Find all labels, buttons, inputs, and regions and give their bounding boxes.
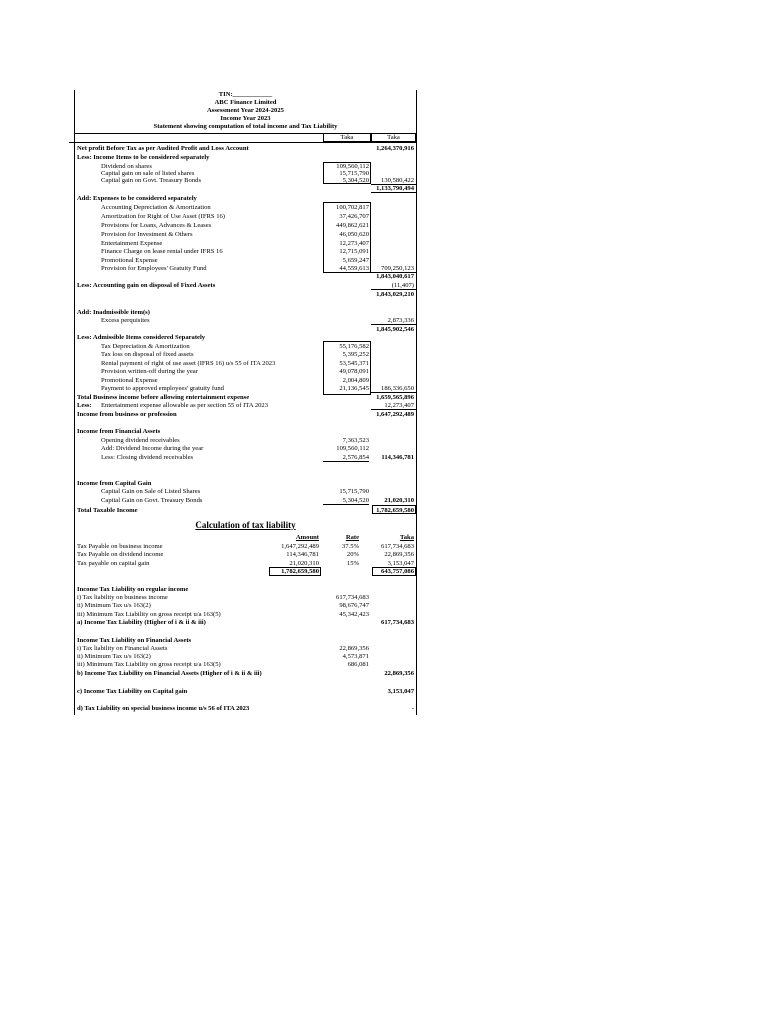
financial-tax-title: Income Tax Liability on Financial Assets xyxy=(77,637,192,644)
tax-total-row: 1,782,659,580 643,757,086 xyxy=(281,568,414,575)
col1-header: Taka xyxy=(340,134,354,141)
list-item: Less: Closing dividend receivables 2,576,854 114,346,781 xyxy=(101,454,414,461)
subtotal-row: 1,843,029,210 xyxy=(376,291,414,298)
header-bottom-rule xyxy=(69,142,416,143)
less-entertainment-row: Less: Entertainment expense allowable as per section 55 of ITA 2023 12,273,407 xyxy=(77,402,414,409)
col2-header: Taka xyxy=(387,134,400,141)
add-expenses-title: Add: Expenses to be considered separately xyxy=(77,195,197,202)
special-tax-row: d) Tax Liability on special business income u/s 56 of ITA 2023 - xyxy=(77,705,414,712)
table-row: Tax Payable on business income 1,647,292,489 37.5% 617,734,683 xyxy=(77,543,414,550)
list-item: ii) Minimum Tax u/s 163(2) 98,676,747 xyxy=(77,602,369,609)
less-gain-row: Less: Accounting gain on disposal of Fixed Assets (11,407) xyxy=(77,282,414,289)
regular-title: Income Tax Liability on regular income xyxy=(77,586,189,593)
subtotal-row: 1,133,790,494 xyxy=(376,185,414,192)
list-item: Provision for Employees' Gratuity Fund 44,559,613 709,250,123 xyxy=(101,265,414,272)
list-item: ii) Minimum Tax u/s 163(2) 4,573,871 xyxy=(77,653,369,660)
list-item: Provision for Investment & Others 46,050,620 xyxy=(101,231,369,238)
rule xyxy=(323,461,369,462)
list-item: Opening dividend receivables 7,363,523 xyxy=(101,437,369,444)
list-item: iii) Minimum Tax Liability on gross receipt u/a 163(5) 45,342,423 xyxy=(77,611,369,618)
list-item: Capital Gain on Sale of Listed Shares 15,715,790 xyxy=(101,488,369,495)
rule xyxy=(323,504,369,505)
statement-title: Statement showing computation of total income and Tax Liability xyxy=(153,123,338,130)
assessment-year: Assessment Year 2024-2025 xyxy=(207,107,284,114)
rule xyxy=(371,192,416,193)
list-item: Capital Gain on Govt. Treasury Bonds 5,304,520 21,020,310 xyxy=(101,497,414,504)
list-item: iii) Minimum Tax Liability on gross receipt u/a 163(5) 686,081 xyxy=(77,661,369,668)
col-taka-header: Taka xyxy=(399,534,414,541)
tax-computation-sheet xyxy=(74,90,417,715)
net-profit-row: Net profit Before Tax as per Audited Profit and Loss Account 1,264,370,916 xyxy=(77,145,414,152)
capital-tax-row: c) Income Tax Liability on Capital gain 3,153,047 xyxy=(77,688,414,695)
tin-line: TIN:____________ xyxy=(218,91,273,98)
list-item: i) Tax liability on business income 617,734,683 xyxy=(77,594,369,601)
income-year: Income Year 2023 xyxy=(220,115,271,122)
tax-calc-title: Calculation of tax liability xyxy=(195,520,296,530)
total-taxable-box xyxy=(372,505,416,514)
list-item: Entertainment Expense 12,273,407 xyxy=(101,240,369,247)
less-income-title: Less: Income Items to be considered separately xyxy=(77,154,210,161)
financial-result-row: b) Income Tax Liability on Financial Assets (Higher of i & ii & iii) 22,869,356 xyxy=(77,670,414,677)
total-business-row: Total Business income before allowing entertainment expense 1,659,565,896 xyxy=(77,394,414,401)
company-name: ABC Finance Limited xyxy=(214,99,277,106)
list-item: Promotional Expense 5,659,247 xyxy=(101,257,369,264)
list-item: Finance Charge on lease rental under IFRS 16 12,715,091 xyxy=(101,248,369,255)
list-item: Accounting Depreciation & Amortization 100,702,817 xyxy=(101,204,369,211)
col-amount-header: Amount xyxy=(295,534,319,541)
admissible-title: Less: Admissible Items considered Separately xyxy=(77,334,206,341)
table-row: Tax payable on capital gain 21,020,310 15% 3,153,047 xyxy=(77,560,414,567)
total-taxable-row: Total Taxable Income 1,782,659,580 xyxy=(77,507,414,514)
list-item: Rental payment of right of use asset (IFRS 16) u/s 55 of ITA 2023 53,545,371 xyxy=(101,360,369,367)
capital-gain-title: Income from Capital Gain xyxy=(77,480,152,487)
list-item: Capital gain on sale of listed shares 15,715,790 xyxy=(101,170,369,177)
list-item: Capital gain on Govt. Treasury Bonds 5,304,520 130,580,422 xyxy=(101,177,414,184)
col-rate-header: Rate xyxy=(345,534,359,541)
table-row: Tax Payable on dividend income 114,346,781 20% 22,869,356 xyxy=(77,551,414,558)
list-item: Dividend on shares 109,560,112 xyxy=(101,163,369,170)
list-item: Provisions for Loans, Advances & Leases 449,862,621 xyxy=(101,222,369,229)
list-item: Tax loss on disposal of fixed assets 5,395,252 xyxy=(101,351,369,358)
list-item: i) Tax liability on Financial Assets 22,869,356 xyxy=(77,645,369,652)
subtotal-row: 1,843,040,617 xyxy=(376,273,414,280)
inadmissible-title: Add: Inadmissible item(s) xyxy=(77,309,150,316)
financial-title: Income from Financial Assets xyxy=(77,428,161,435)
list-item: Excess perquisites 2,873,336 xyxy=(101,317,414,324)
list-item: Promotional Expense 2,004,809 xyxy=(101,377,369,384)
subtotal-row: 1,845,902,546 xyxy=(376,326,414,333)
list-item: Tax Depreciation & Amortization 55,176,582 xyxy=(101,343,369,350)
list-item: Provision written-off during the year 49,078,091 xyxy=(101,368,369,375)
regular-result-row: a) Income Tax Liability (Higher of i & ii & iii) 617,734,683 xyxy=(77,619,414,626)
list-item: Payment to approved employees' gratuity fund 21,136,545 186,336,650 xyxy=(101,385,414,392)
income-business-row: Income from business or profession 1,647,292,489 xyxy=(77,411,414,418)
list-item: Amortization for Right of Use Asset (IFRS 16) 37,426,707 xyxy=(101,213,369,220)
list-item: Add: Dividend Income during the year 109,560,112 xyxy=(101,445,369,452)
